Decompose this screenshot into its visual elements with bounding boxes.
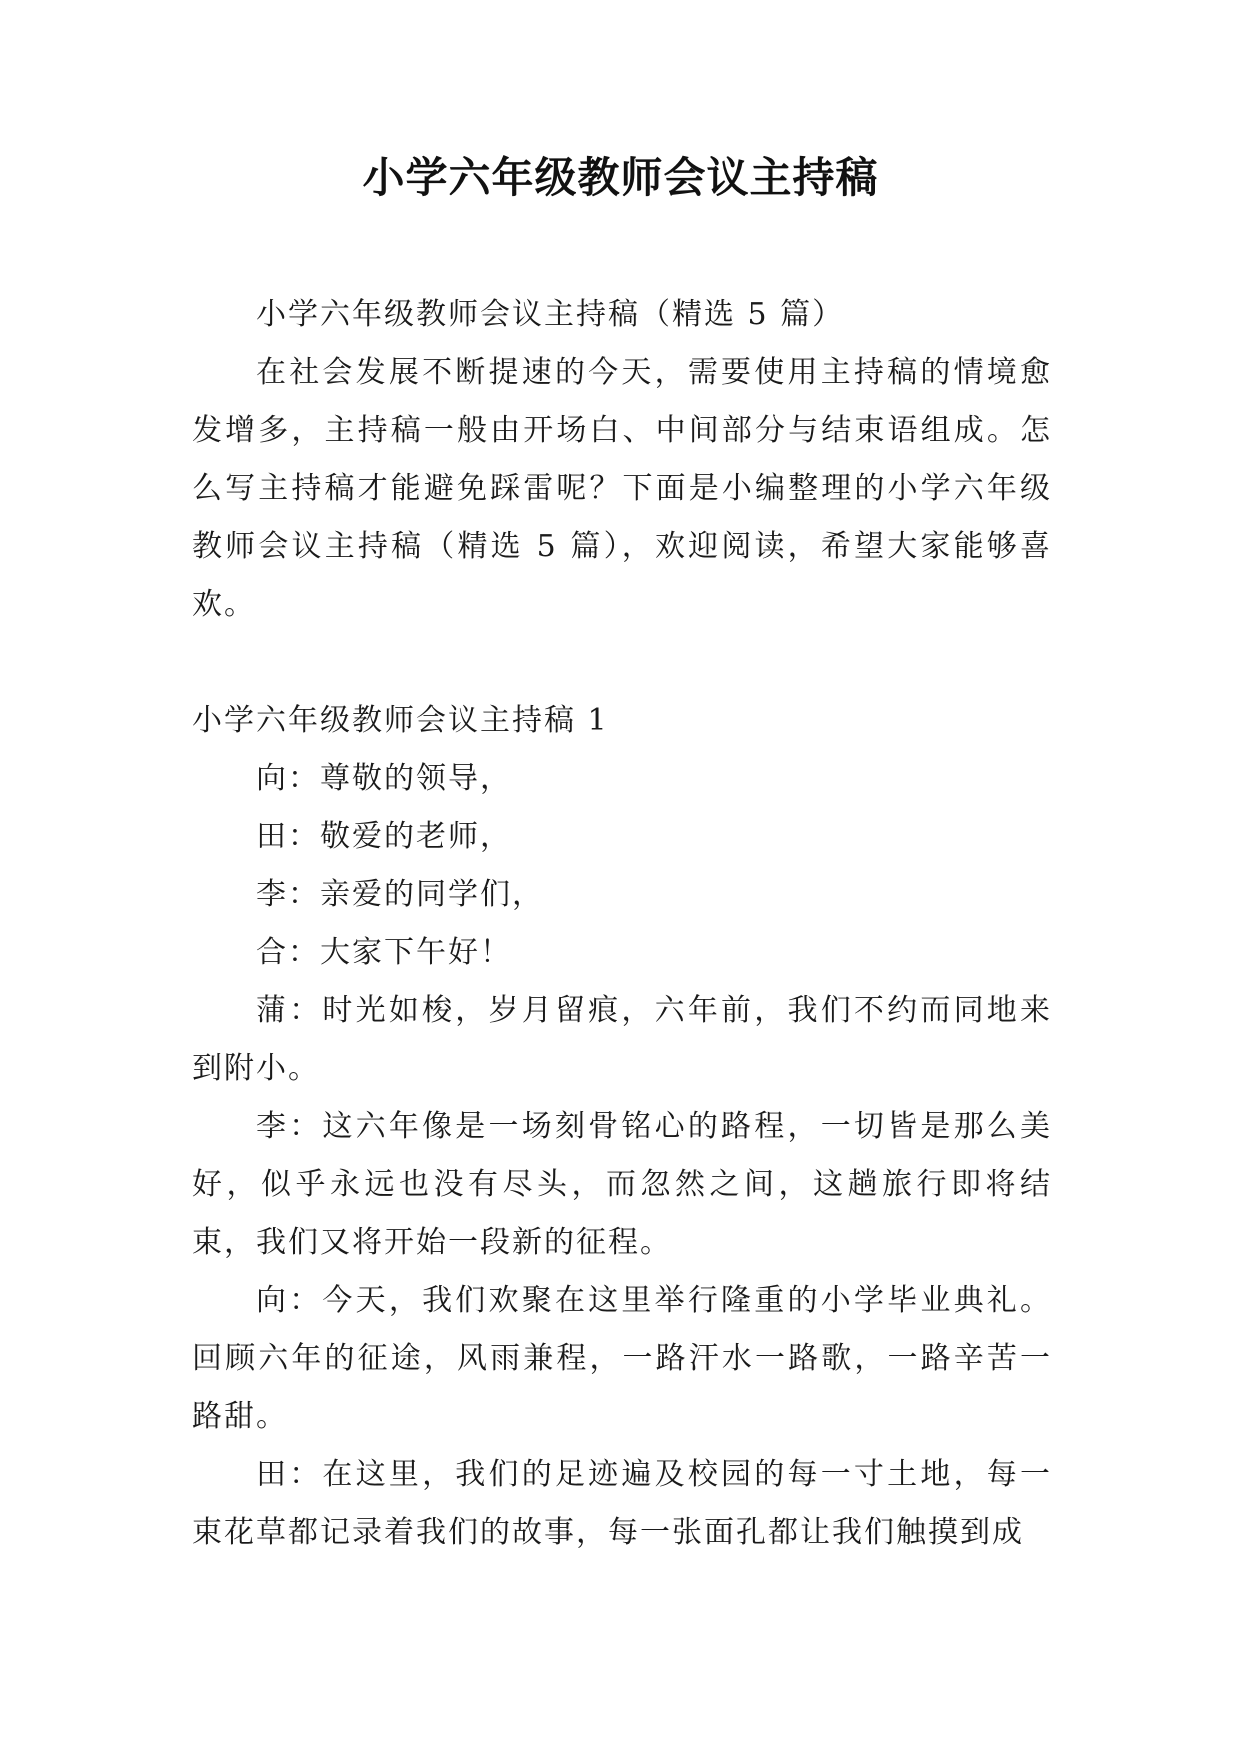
script-line: 田：在这里，我们的足迹遍及校园的每一寸土地，每一束花草都记录着我们的故事，每一张面孔都让我们触摸到成 bbox=[192, 1457, 1052, 1550]
script-line: 李：亲爱的同学们， bbox=[256, 877, 544, 912]
script-line: 李：这六年像是一场刻骨铭心的路程，一切皆是那么美好，似乎永远也没有尽头，而忽然之间，这趟旅行即将结束，我们又将开始一段新的征程。 bbox=[192, 1109, 1052, 1260]
document-body bbox=[192, 286, 1052, 1562]
document-subtitle: 小学六年级教师会议主持稿（精选 5 篇） bbox=[256, 297, 845, 332]
document-title: 小学六年级教师会议主持稿 bbox=[362, 153, 879, 202]
script-line: 田：敬爱的老师， bbox=[256, 819, 512, 854]
script-line: 蒲：时光如梭，岁月留痕，六年前，我们不约而同地来到附小。 bbox=[192, 993, 1052, 1086]
section-heading: 小学六年级教师会议主持稿 1 bbox=[192, 703, 609, 738]
script-line: 向：今天，我们欢聚在这里举行隆重的小学毕业典礼。回顾六年的征途，风雨兼程，一路汗水一路歌，一路辛苦一路甜。 bbox=[192, 1283, 1052, 1434]
script-line: 合：大家下午好！ bbox=[256, 935, 512, 970]
intro-paragraph: 在社会发展不断提速的今天，需要使用主持稿的情境愈发增多，主持稿一般由开场白、中间部分与结束语组成。怎么写主持稿才能避免踩雷呢？下面是小编整理的小学六年级教师会议主持稿（精选 5 篇），欢迎阅读，希望大家能够喜欢。 bbox=[192, 355, 1052, 622]
script-line: 向：尊敬的领导， bbox=[256, 761, 512, 796]
